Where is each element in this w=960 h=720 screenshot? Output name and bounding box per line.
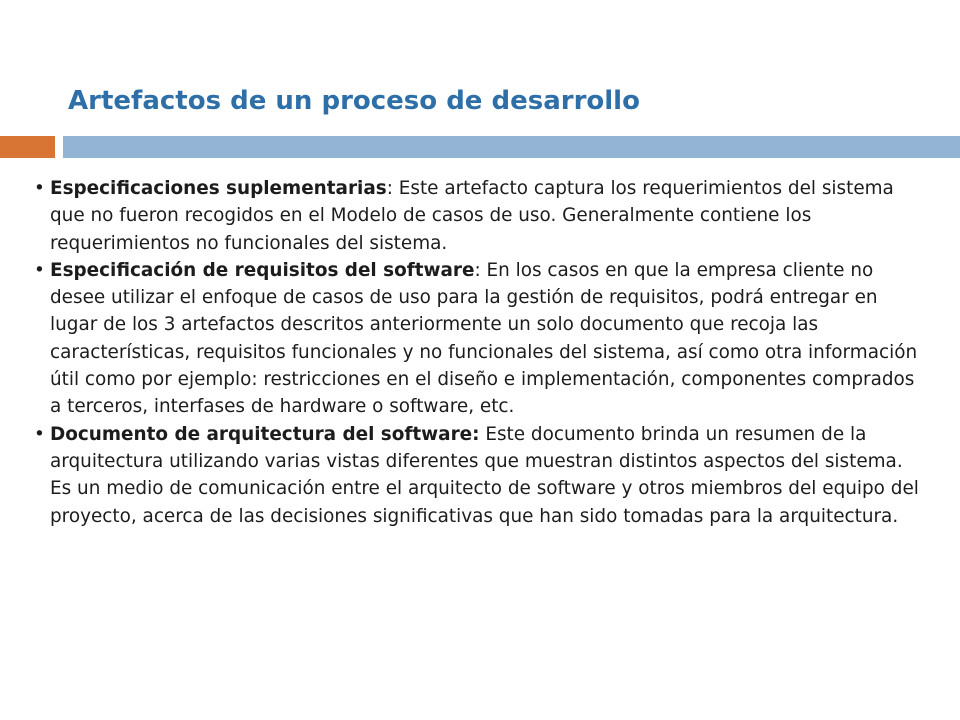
bullet-marker: •: [34, 178, 45, 199]
bullet-item-software-requirements-spec: [34, 257, 928, 421]
bullet-text: En los casos en que la empresa cliente no desee utilizar el enfoque de casos de uso para la gestión de requisitos, podrá entregar en lugar de los 3 artefactos descritos anteriormente un solo documento que recoja las características, requisitos funcionales y no funcionales del sistema, así como otra información útil como por ejemplo: restricciones en el diseño e implementación, componentes comprados a terceros, interfases de hardware o software, etc.: [50, 259, 918, 418]
bullet-separator: :: [474, 259, 481, 281]
bullet-term: Especificaciones suplementarias: [50, 178, 387, 199]
bullet-text: Este documento brinda un resumen de la arquitectura utilizando varias vistas diferentes que muestran distintos aspectos del sistema. Es un medio de comunicación entre el arquitecto de software y otros miembros del equipo del proyecto, acerca de las decisiones significativas que han sido tomadas para la arquitectura.: [50, 423, 919, 527]
accent-bar: [0, 136, 55, 158]
bullet-term: Documento de arquitectura del software:: [50, 423, 480, 445]
bullet-marker: •: [34, 259, 45, 281]
bullet-item-supplementary-specs: [34, 175, 928, 257]
bullet-term: Especificación de requisitos del software: [50, 259, 475, 281]
slide-title: Artefactos de un proceso de desarrollo: [68, 86, 640, 116]
title-divider-bar: [63, 136, 960, 158]
slide-content: [34, 175, 928, 530]
bullet-item-architecture-document: [34, 421, 928, 530]
bullet-separator: :: [386, 178, 393, 199]
bullet-marker: •: [34, 423, 45, 445]
bullet-text: Este artefacto captura los requerimientos del sistema que no fueron recogidos en el Modelo de casos de uso. Generalmente contiene los requerimientos no funcionales del sistema.: [50, 178, 894, 254]
